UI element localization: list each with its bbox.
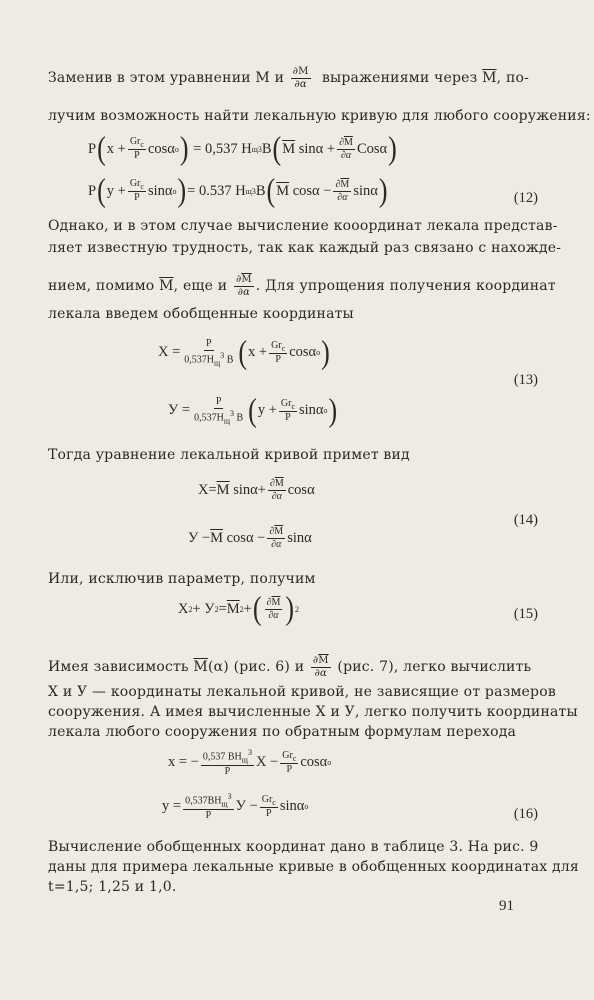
equation: y = $\frac{0,537BH_щ^3}{P}$ У − $\frac{Gr_c}{P}$ sinα o [162, 792, 309, 821]
paragraph-line: Имея зависимость $\overline{M}(\alpha)$ (рис. 6) и $\frac{\partial\overline{M}}{\partial\alpha}$ (рис. 7), легко вычислить [48, 655, 532, 679]
derivative-fraction: $\frac{\partial\overline{M}}{\partial\alpha}$ [235, 274, 252, 298]
paragraph-line: t=1,5; 1,25 и 1,0. [48, 879, 177, 895]
text: выражениями через [321, 70, 478, 86]
equation: X 2 + У 2 = $\overline{M}$ 2 + ( $\frac{\partial\overline{M}}{\partial\alpha}$ ) 2 [178, 590, 300, 627]
text: (рис. 6) и [233, 659, 305, 675]
text: , еще и [173, 278, 228, 294]
equation-number: (13) [513, 372, 538, 388]
paragraph-line: Однако, и в этом случае вычисление кооординат лекала представ- [48, 218, 558, 234]
paragraph-line: Х и У — координаты лекальной кривой, не зависящие от размеров [48, 684, 556, 700]
equation: X= $\overline{M}$ sinα+ $\frac{\partial\overline{M}}{\partial\alpha}$ cosα [198, 478, 315, 502]
text: Заменив в этом уравнении [48, 70, 251, 86]
text: . Для упрощения получения координат [255, 278, 556, 294]
derivative-fraction: $\frac{\partial M}{\partial\alpha}$ [292, 66, 309, 90]
text: Имея зависимость [48, 659, 189, 675]
equation-number: (14) [513, 512, 538, 528]
derivative-fraction: $\frac{\partial\overline{M}}{\partial\alpha}$ [312, 655, 329, 679]
equation: P ( x + $\frac{Gr_c}{P}$ cosα o ) = 0,537 H щ 3 B ( $\overline{M}$ sinα + $\frac{\partial\overline{M}}{\partial\alpha}$ Cosα ) [88, 130, 397, 167]
paragraph-line: нием, помимо $\overline{M}$, еще и $\frac{\partial\overline{M}}{\partial\alpha}$ . Для упрощения получения координат [48, 274, 556, 298]
text: (рис. 7), легко вычислить [337, 659, 532, 675]
equation: У = $\frac{P}{0,537H_щ^3 B}$ ( y + $\frac{Gr_c}{P}$ sinα o ) [168, 391, 338, 428]
paragraph-line: сооружения. А имея вычисленные Х и У, легко получить координаты [48, 704, 578, 720]
equation: P ( y + $\frac{Gr_c}{P}$ sinα o ) = 0.537 H щ 3 B ( $\overline{M}$ cosα − $\frac{\partial\overline{M}}{\partial\alpha}$ sinα ) [88, 172, 388, 209]
paragraph-line: Тогда уравнение лекальной кривой примет вид [48, 447, 410, 463]
text: нием, помимо [48, 278, 155, 294]
paragraph-line: даны для примера лекальные кривые в обобщенных координатах для [48, 859, 579, 875]
paragraph-line: лекала любого сооружения по обратным формулам перехода [48, 724, 517, 740]
paragraph-line: лучим возможность найти лекальную кривую для любого сооружения: [48, 108, 591, 124]
equation-number: (12) [513, 190, 538, 206]
text: , по- [496, 70, 530, 86]
paragraph-line: Вычисление обобщенных координат дано в таблице 3. На рис. 9 [48, 839, 539, 855]
equation: У − $\overline{M}$ cosα − $\frac{\partial\overline{M}}{\partial\alpha}$ sinα [188, 526, 312, 550]
paragraph-line: лекала введем обобщенные координаты [48, 306, 354, 322]
equation: X = $\frac{P}{0,537H_щ^3 B}$ ( x + $\frac{Gr_c}{P}$ cosα o ) [158, 333, 330, 370]
equation: x = − $\frac{0,537 BH_щ^3}{P}$ X − $\frac{Gr_c}{P}$ cosα o [168, 748, 332, 777]
paragraph-line: ляет известную трудность, так как каждый раз связано с нахожде- [48, 240, 562, 256]
paragraph-line: Или, исключив параметр, получим [48, 571, 316, 587]
page-number: 91 [499, 898, 514, 914]
equation-number: (15) [513, 606, 538, 622]
equation-number: (16) [513, 806, 538, 822]
paragraph-line: Заменив в этом уравнении М и $\frac{\partial M}{\partial\alpha}$ выражениями через $\overline{M}$, по- [48, 66, 530, 90]
